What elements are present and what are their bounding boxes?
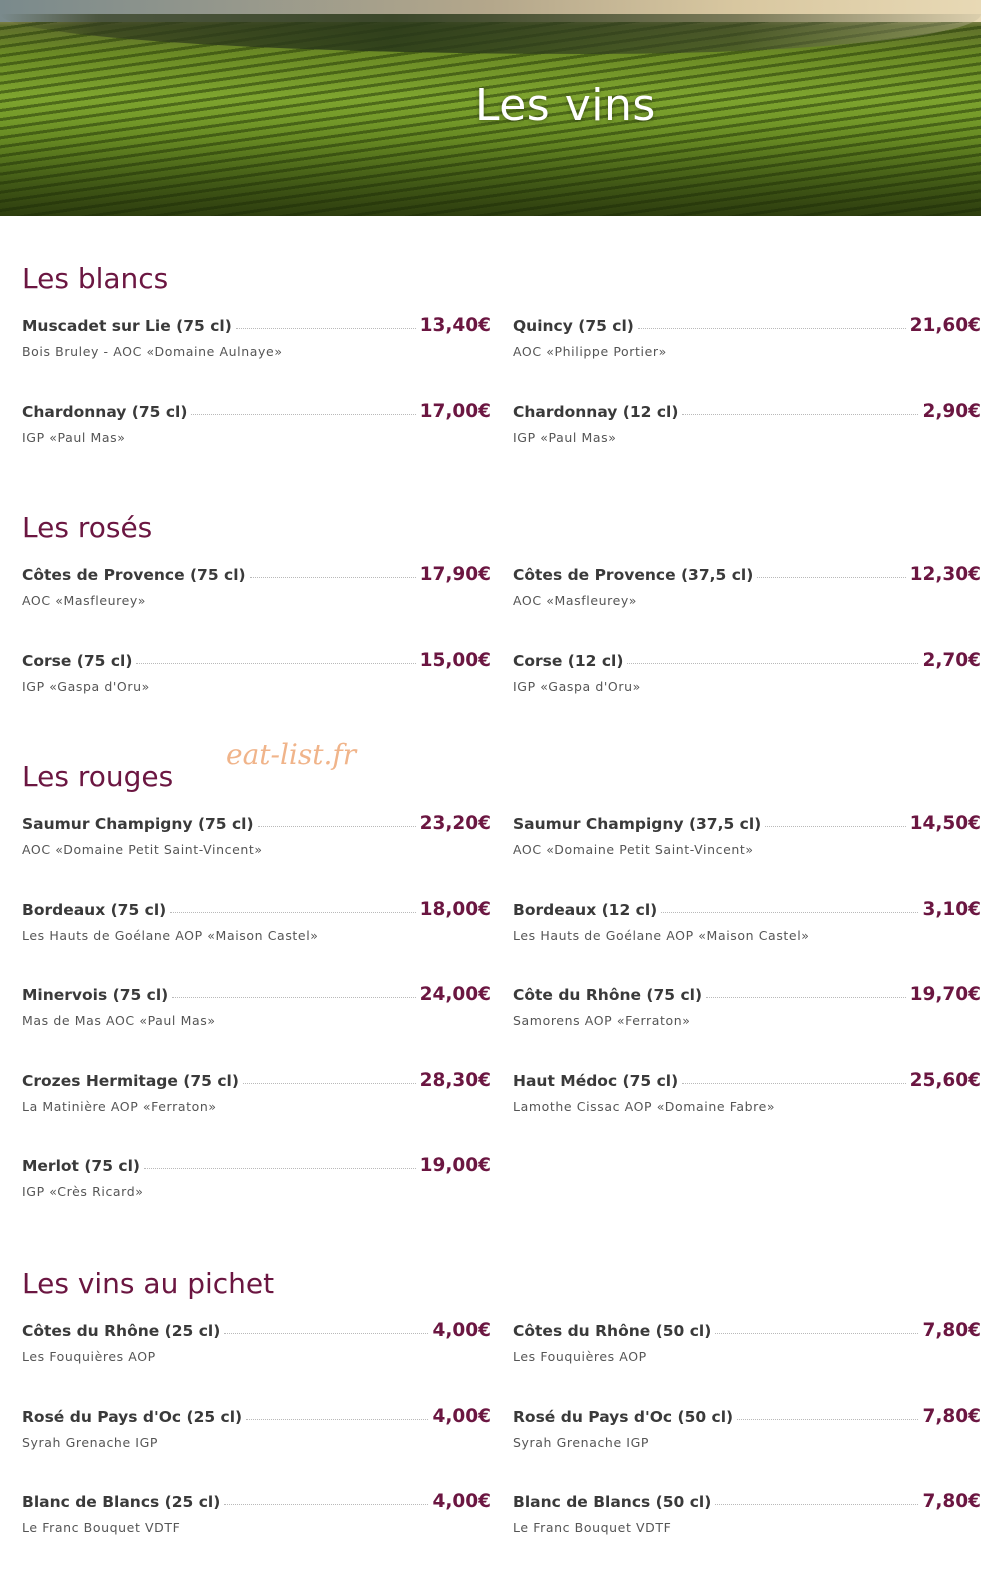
wine-price: 2,90€	[922, 400, 981, 422]
dot-leader	[638, 327, 906, 329]
wine-description: IGP «Paul Mas»	[513, 429, 617, 445]
hero-treeline	[0, 14, 981, 54]
menu-item	[513, 1320, 981, 1380]
wine-price: 7,80€	[922, 1320, 981, 1341]
wine-name: Crozes Hermitage (75 cl)	[22, 1071, 239, 1090]
dot-leader	[172, 996, 415, 998]
menu-item-line	[22, 650, 491, 671]
dot-leader	[682, 413, 918, 415]
wine-description: Le Franc Bouquet VDTF	[22, 1520, 181, 1535]
menu-item-line	[22, 1070, 491, 1091]
wine-description: IGP «Crès Ricard»	[22, 1184, 144, 1199]
wine-price: 23,20€	[419, 813, 491, 834]
wine-price: 3,10€	[922, 898, 981, 920]
wine-description: IGP «Paul Mas»	[22, 429, 126, 445]
wine-name: Quincy (75 cl)	[513, 317, 634, 335]
wine-description: Syrah Grenache IGP	[22, 1434, 159, 1450]
dot-leader	[682, 1082, 905, 1084]
wine-name: Haut Médoc (75 cl)	[513, 1071, 679, 1090]
dot-leader	[765, 825, 905, 827]
dot-leader	[243, 1082, 416, 1084]
menu-item-line	[513, 650, 981, 671]
menu-item	[22, 984, 491, 1044]
wine-name: Rosé du Pays d'Oc (25 cl)	[22, 1407, 243, 1426]
wine-price: 24,00€	[419, 984, 491, 1005]
dot-leader	[224, 1332, 428, 1334]
menu-item	[513, 1491, 981, 1551]
wine-price: 2,70€	[922, 649, 981, 671]
wine-description: AOC «Domaine Petit Saint-Vincent»	[22, 842, 263, 857]
wine-price: 17,00€	[419, 400, 491, 422]
dot-leader	[191, 413, 415, 415]
section-title: Les rosés	[22, 511, 153, 544]
section-title: Les rouges	[22, 760, 174, 793]
wine-price: 19,70€	[909, 984, 981, 1005]
dot-leader	[224, 1503, 428, 1505]
wine-name: Côtes de Provence (75 cl)	[22, 566, 246, 584]
wine-description: Les Fouquières AOP	[513, 1349, 647, 1364]
menu-item	[513, 401, 981, 461]
wine-name: Chardonnay (75 cl)	[22, 402, 188, 421]
menu-item	[513, 1406, 981, 1466]
wine-description: Les Fouquières AOP	[22, 1349, 156, 1364]
menu-item-line	[22, 401, 491, 422]
menu-item-line	[513, 564, 981, 585]
wine-name: Côtes de Provence (37,5 cl)	[513, 566, 754, 584]
wine-description: Le Franc Bouquet VDTF	[513, 1520, 672, 1535]
dot-leader	[246, 1418, 428, 1420]
menu-item-line	[513, 401, 981, 422]
wine-description: IGP «Gaspa d'Oru»	[22, 678, 150, 694]
wine-description: Bois Bruley - AOC «Domaine Aulnaye»	[22, 344, 283, 359]
wine-name: Saumur Champigny (37,5 cl)	[513, 815, 762, 833]
wine-price: 4,00€	[432, 1491, 491, 1512]
dot-leader	[250, 576, 416, 578]
wine-price: 4,00€	[432, 1405, 491, 1427]
wine-price: 19,00€	[419, 1155, 491, 1176]
section-title: Les blancs	[22, 262, 169, 295]
menu-item-line	[22, 1491, 491, 1512]
menu-item	[513, 899, 981, 959]
menu-item-line	[513, 1406, 981, 1427]
wine-description: AOC «Masfleurey»	[513, 593, 637, 608]
menu-item-line	[22, 899, 491, 920]
wine-description: AOC «Philippe Portier»	[513, 344, 667, 359]
wine-description: Les Hauts de Goélane AOP «Maison Castel»	[513, 927, 810, 943]
menu-item-line	[22, 813, 491, 834]
wine-description: La Matinière AOP «Ferraton»	[22, 1098, 217, 1114]
wine-description: Samorens AOP «Ferraton»	[513, 1013, 691, 1028]
dot-leader	[258, 825, 416, 827]
wine-name: Blanc de Blancs (25 cl)	[22, 1493, 221, 1511]
menu-item	[22, 1406, 491, 1466]
wine-price: 14,50€	[909, 813, 981, 834]
menu-item-line	[513, 315, 981, 336]
menu-item-line	[22, 315, 491, 336]
wine-price: 17,90€	[419, 564, 491, 585]
menu-item	[513, 813, 981, 873]
menu-item	[22, 401, 491, 461]
menu-item	[22, 315, 491, 375]
wine-price: 18,00€	[419, 898, 491, 920]
menu-item	[22, 899, 491, 959]
dot-leader	[661, 911, 918, 913]
wine-description: Syrah Grenache IGP	[513, 1434, 650, 1450]
menu-item	[22, 1491, 491, 1551]
menu-item-line	[22, 984, 491, 1005]
dot-leader	[706, 996, 906, 998]
dot-leader	[715, 1503, 918, 1505]
wine-description: Mas de Mas AOC «Paul Mas»	[22, 1013, 216, 1028]
wine-description: Les Hauts de Goélane AOP «Maison Castel»	[22, 927, 319, 943]
dot-leader	[236, 327, 416, 329]
wine-price: 21,60€	[909, 315, 981, 336]
wine-price: 7,80€	[922, 1405, 981, 1427]
wine-name: Bordeaux (12 cl)	[513, 900, 658, 919]
wine-name: Corse (12 cl)	[513, 651, 624, 670]
menu-item	[22, 1070, 491, 1130]
wine-price: 28,30€	[419, 1069, 491, 1091]
hero-banner	[0, 0, 981, 216]
menu-item	[513, 984, 981, 1044]
wine-name: Corse (75 cl)	[22, 651, 133, 670]
dot-leader	[715, 1332, 918, 1334]
dot-leader	[627, 662, 918, 664]
wine-name: Minervois (75 cl)	[22, 986, 169, 1004]
wine-name: Chardonnay (12 cl)	[513, 402, 679, 421]
dot-leader	[757, 576, 905, 578]
wine-name: Côte du Rhône (75 cl)	[513, 986, 703, 1004]
menu-item-line	[513, 899, 981, 920]
wine-description: AOC «Domaine Petit Saint-Vincent»	[513, 842, 754, 857]
menu-item	[513, 1070, 981, 1130]
wine-price: 7,80€	[922, 1491, 981, 1512]
menu-item-line	[513, 813, 981, 834]
wine-price: 13,40€	[419, 315, 491, 336]
menu-item	[513, 564, 981, 624]
wine-name: Merlot (75 cl)	[22, 1157, 140, 1175]
menu-item	[22, 1155, 491, 1215]
wine-description: AOC «Masfleurey»	[22, 593, 146, 608]
menu-item-line	[22, 564, 491, 585]
menu-item	[22, 1320, 491, 1380]
menu-item-line	[22, 1406, 491, 1427]
dot-leader	[737, 1418, 918, 1420]
menu-item-line	[513, 984, 981, 1005]
section-title: Les vins au pichet	[22, 1267, 275, 1300]
wine-name: Muscadet sur Lie (75 cl)	[22, 317, 232, 335]
menu-item	[513, 315, 981, 375]
wine-price: 15,00€	[419, 649, 491, 671]
wine-name: Blanc de Blancs (50 cl)	[513, 1493, 712, 1511]
menu-item-line	[22, 1155, 491, 1176]
wine-price: 25,60€	[909, 1069, 981, 1091]
dot-leader	[144, 1167, 416, 1169]
menu-item	[513, 650, 981, 710]
wine-price: 12,30€	[909, 564, 981, 585]
menu-item	[22, 564, 491, 624]
wine-description: IGP «Gaspa d'Oru»	[513, 678, 641, 694]
wine-price: 4,00€	[432, 1320, 491, 1341]
wine-name: Saumur Champigny (75 cl)	[22, 815, 254, 833]
wine-name: Côtes du Rhône (25 cl)	[22, 1322, 221, 1340]
menu-item	[22, 650, 491, 710]
menu-item-line	[513, 1491, 981, 1512]
dot-leader	[136, 662, 415, 664]
menu-item	[22, 813, 491, 873]
wine-name: Côtes du Rhône (50 cl)	[513, 1322, 712, 1340]
watermark: eat-list.fr	[226, 738, 357, 771]
menu-item-line	[22, 1320, 491, 1341]
wine-name: Rosé du Pays d'Oc (50 cl)	[513, 1407, 734, 1426]
dot-leader	[170, 911, 415, 913]
wine-name: Bordeaux (75 cl)	[22, 900, 167, 919]
menu-item-line	[513, 1320, 981, 1341]
page-title: Les vins	[475, 80, 656, 131]
menu-item-line	[513, 1070, 981, 1091]
wine-description: Lamothe Cissac AOP «Domaine Fabre»	[513, 1098, 776, 1114]
